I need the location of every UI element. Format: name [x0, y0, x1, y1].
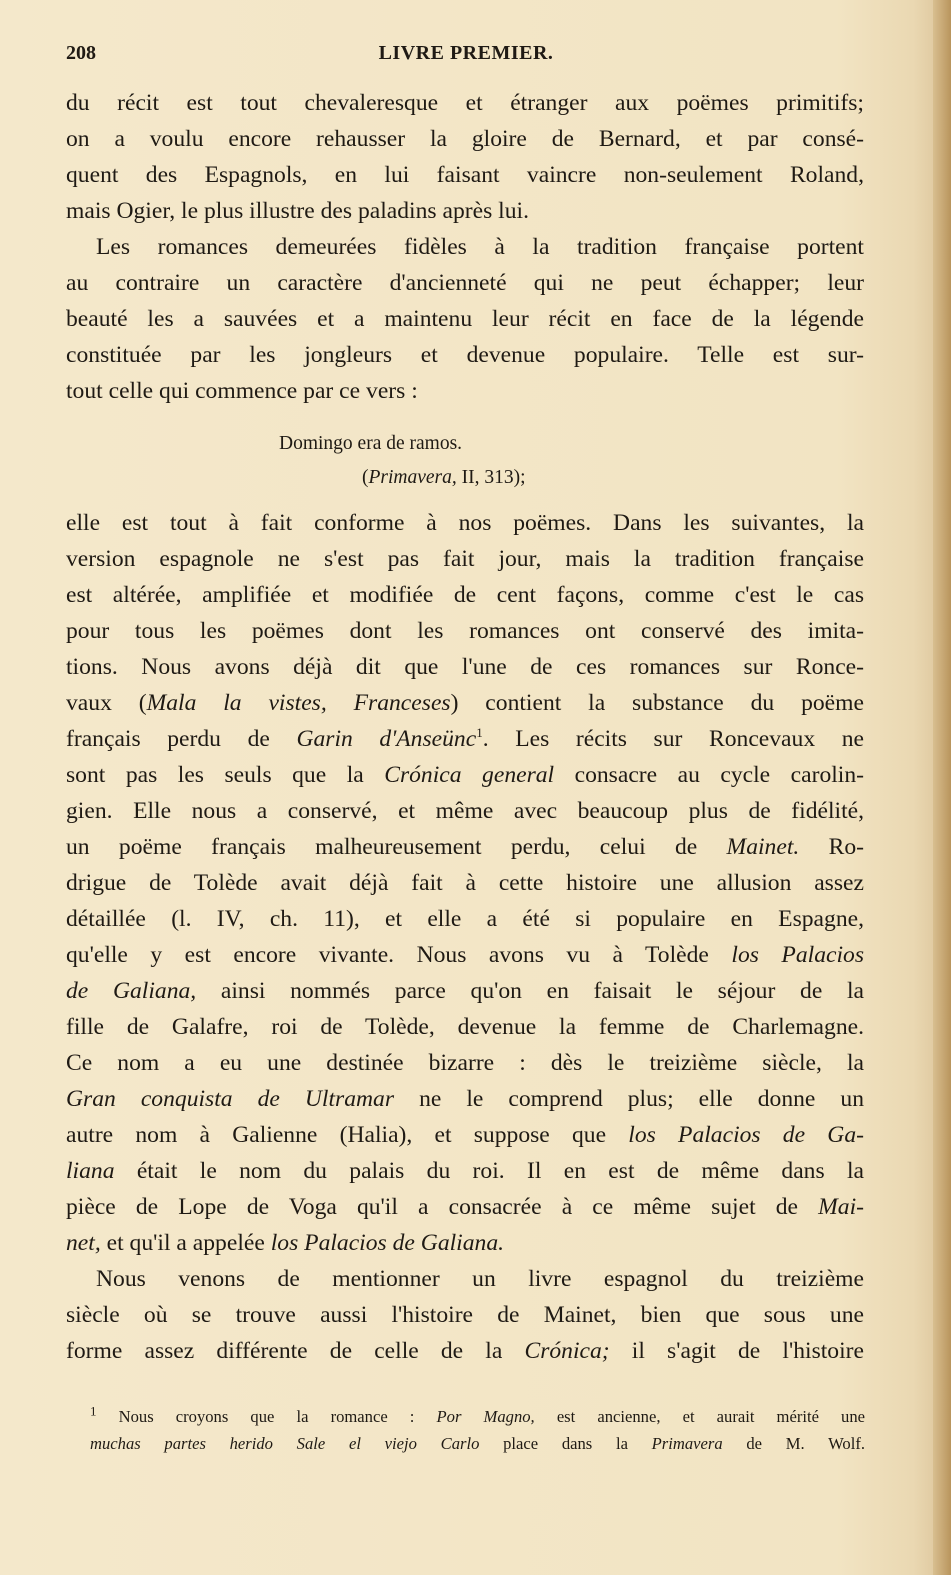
text-line: au contraire un caractère d'ancienneté qui ne peut échapper; leur	[66, 270, 864, 296]
verse-citation: (Primavera, II, 313);	[362, 467, 526, 488]
text-line: pour tous les poëmes dont les romances ont conservé des imita-	[66, 618, 864, 644]
text-line: drigue de Tolède avait déjà fait à cette histoire une allusion assez	[66, 870, 864, 896]
text-line: vaux (Mala la vistes, Franceses) contient la substance du poëme	[66, 690, 864, 716]
running-head: LIVRE PREMIER.	[378, 42, 554, 64]
text-line: pièce de Lope de Voga qu'il a consacrée à ce même sujet de Mai-	[66, 1194, 864, 1220]
text-line: autre nom à Galienne (Halia), et suppose que los Palacios de Ga-	[66, 1122, 864, 1148]
text-line: un poëme français malheureusement perdu, celui de Mainet. Ro-	[66, 834, 864, 860]
text-line: Nous venons de mentionner un livre espagnol du treizième	[96, 1266, 864, 1292]
page-header	[66, 42, 866, 72]
text-line: siècle où se trouve aussi l'histoire de Mainet, bien que sous une	[66, 1302, 864, 1328]
footnote-line: muchas partes herido Sale el viejo Carlo place dans la Primavera de M. Wolf.	[90, 1434, 866, 1453]
text-line: version espagnole ne s'est pas fait jour, mais la tradition française	[66, 546, 864, 572]
text-line: Ce nom a eu une destinée bizarre : dès le treizième siècle, la	[66, 1050, 864, 1076]
page-number: 208	[66, 42, 96, 64]
footnote	[90, 1403, 865, 1457]
text-line: liana était le nom du palais du roi. Il en est de même dans la	[66, 1158, 864, 1184]
text-line: elle est tout à fait conforme à nos poëmes. Dans les suivantes, la	[66, 510, 864, 536]
text-line: mais Ogier, le plus illustre des paladins après lui.	[66, 198, 529, 224]
text-line: beauté les a sauvées et a maintenu leur récit en face de la légende	[66, 306, 864, 332]
text-line: détaillée (l. IV, ch. 11), et elle a été si populaire en Espagne,	[66, 906, 864, 932]
text-line: Les romances demeurées fidèles à la tradition française portent	[96, 234, 864, 260]
footnote-line: $^1$ Nous croyons que la romance : Por Magno, est ancienne, et aurait mérité une	[90, 1403, 866, 1426]
text-line: sont pas les seuls que la Crónica general consacre au cycle carolin-	[66, 762, 865, 788]
text-line: français perdu de Garin d'Anseünc$^1$. Les récits sur Roncevaux ne	[66, 725, 864, 752]
text-line: net, et qu'il a appelée los Palacios de Galiana.	[66, 1230, 505, 1256]
footnote-marker[interactable]: 1	[476, 725, 483, 741]
page-edge	[933, 0, 951, 1575]
text-line: quent des Espagnols, en lui faisant vaincre non-seulement Roland,	[66, 162, 864, 188]
text-line: fille de Galafre, roi de Tolède, devenue la femme de Charlemagne.	[66, 1014, 864, 1040]
text-line: de Galiana, ainsi nommés parce qu'on en faisait le séjour de la	[66, 978, 865, 1004]
text-line: du récit est tout chevaleresque et étranger aux poëmes primitifs;	[66, 90, 864, 116]
text-line: on a voulu encore rehausser la gloire de Bernard, et par consé-	[66, 126, 864, 152]
text-line: tout celle qui commence par ce vers :	[66, 378, 418, 404]
text-line: tions. Nous avons déjà dit que l'une de ces romances sur Ronce-	[66, 654, 864, 680]
footnote-number: 1	[90, 1403, 97, 1419]
main-text	[66, 85, 864, 1369]
text-line: qu'elle y est encore vivante. Nous avons vu à Tolède los Palacios	[66, 942, 864, 968]
text-line: gien. Elle nous a conservé, et même avec beaucoup plus de fidélité,	[66, 798, 864, 824]
text-line: forme assez différente de celle de la Crónica; il s'agit de l'histoire	[66, 1338, 864, 1364]
text-line: est altérée, amplifiée et modifiée de cent façons, comme c'est le cas	[66, 582, 864, 608]
verse-quote: Domingo era de ramos.	[279, 433, 463, 454]
text-line: Gran conquista de Ultramar ne le comprend plus; elle donne un	[66, 1086, 865, 1112]
text-line: constituée par les jongleurs et devenue populaire. Telle est sur-	[66, 342, 864, 368]
